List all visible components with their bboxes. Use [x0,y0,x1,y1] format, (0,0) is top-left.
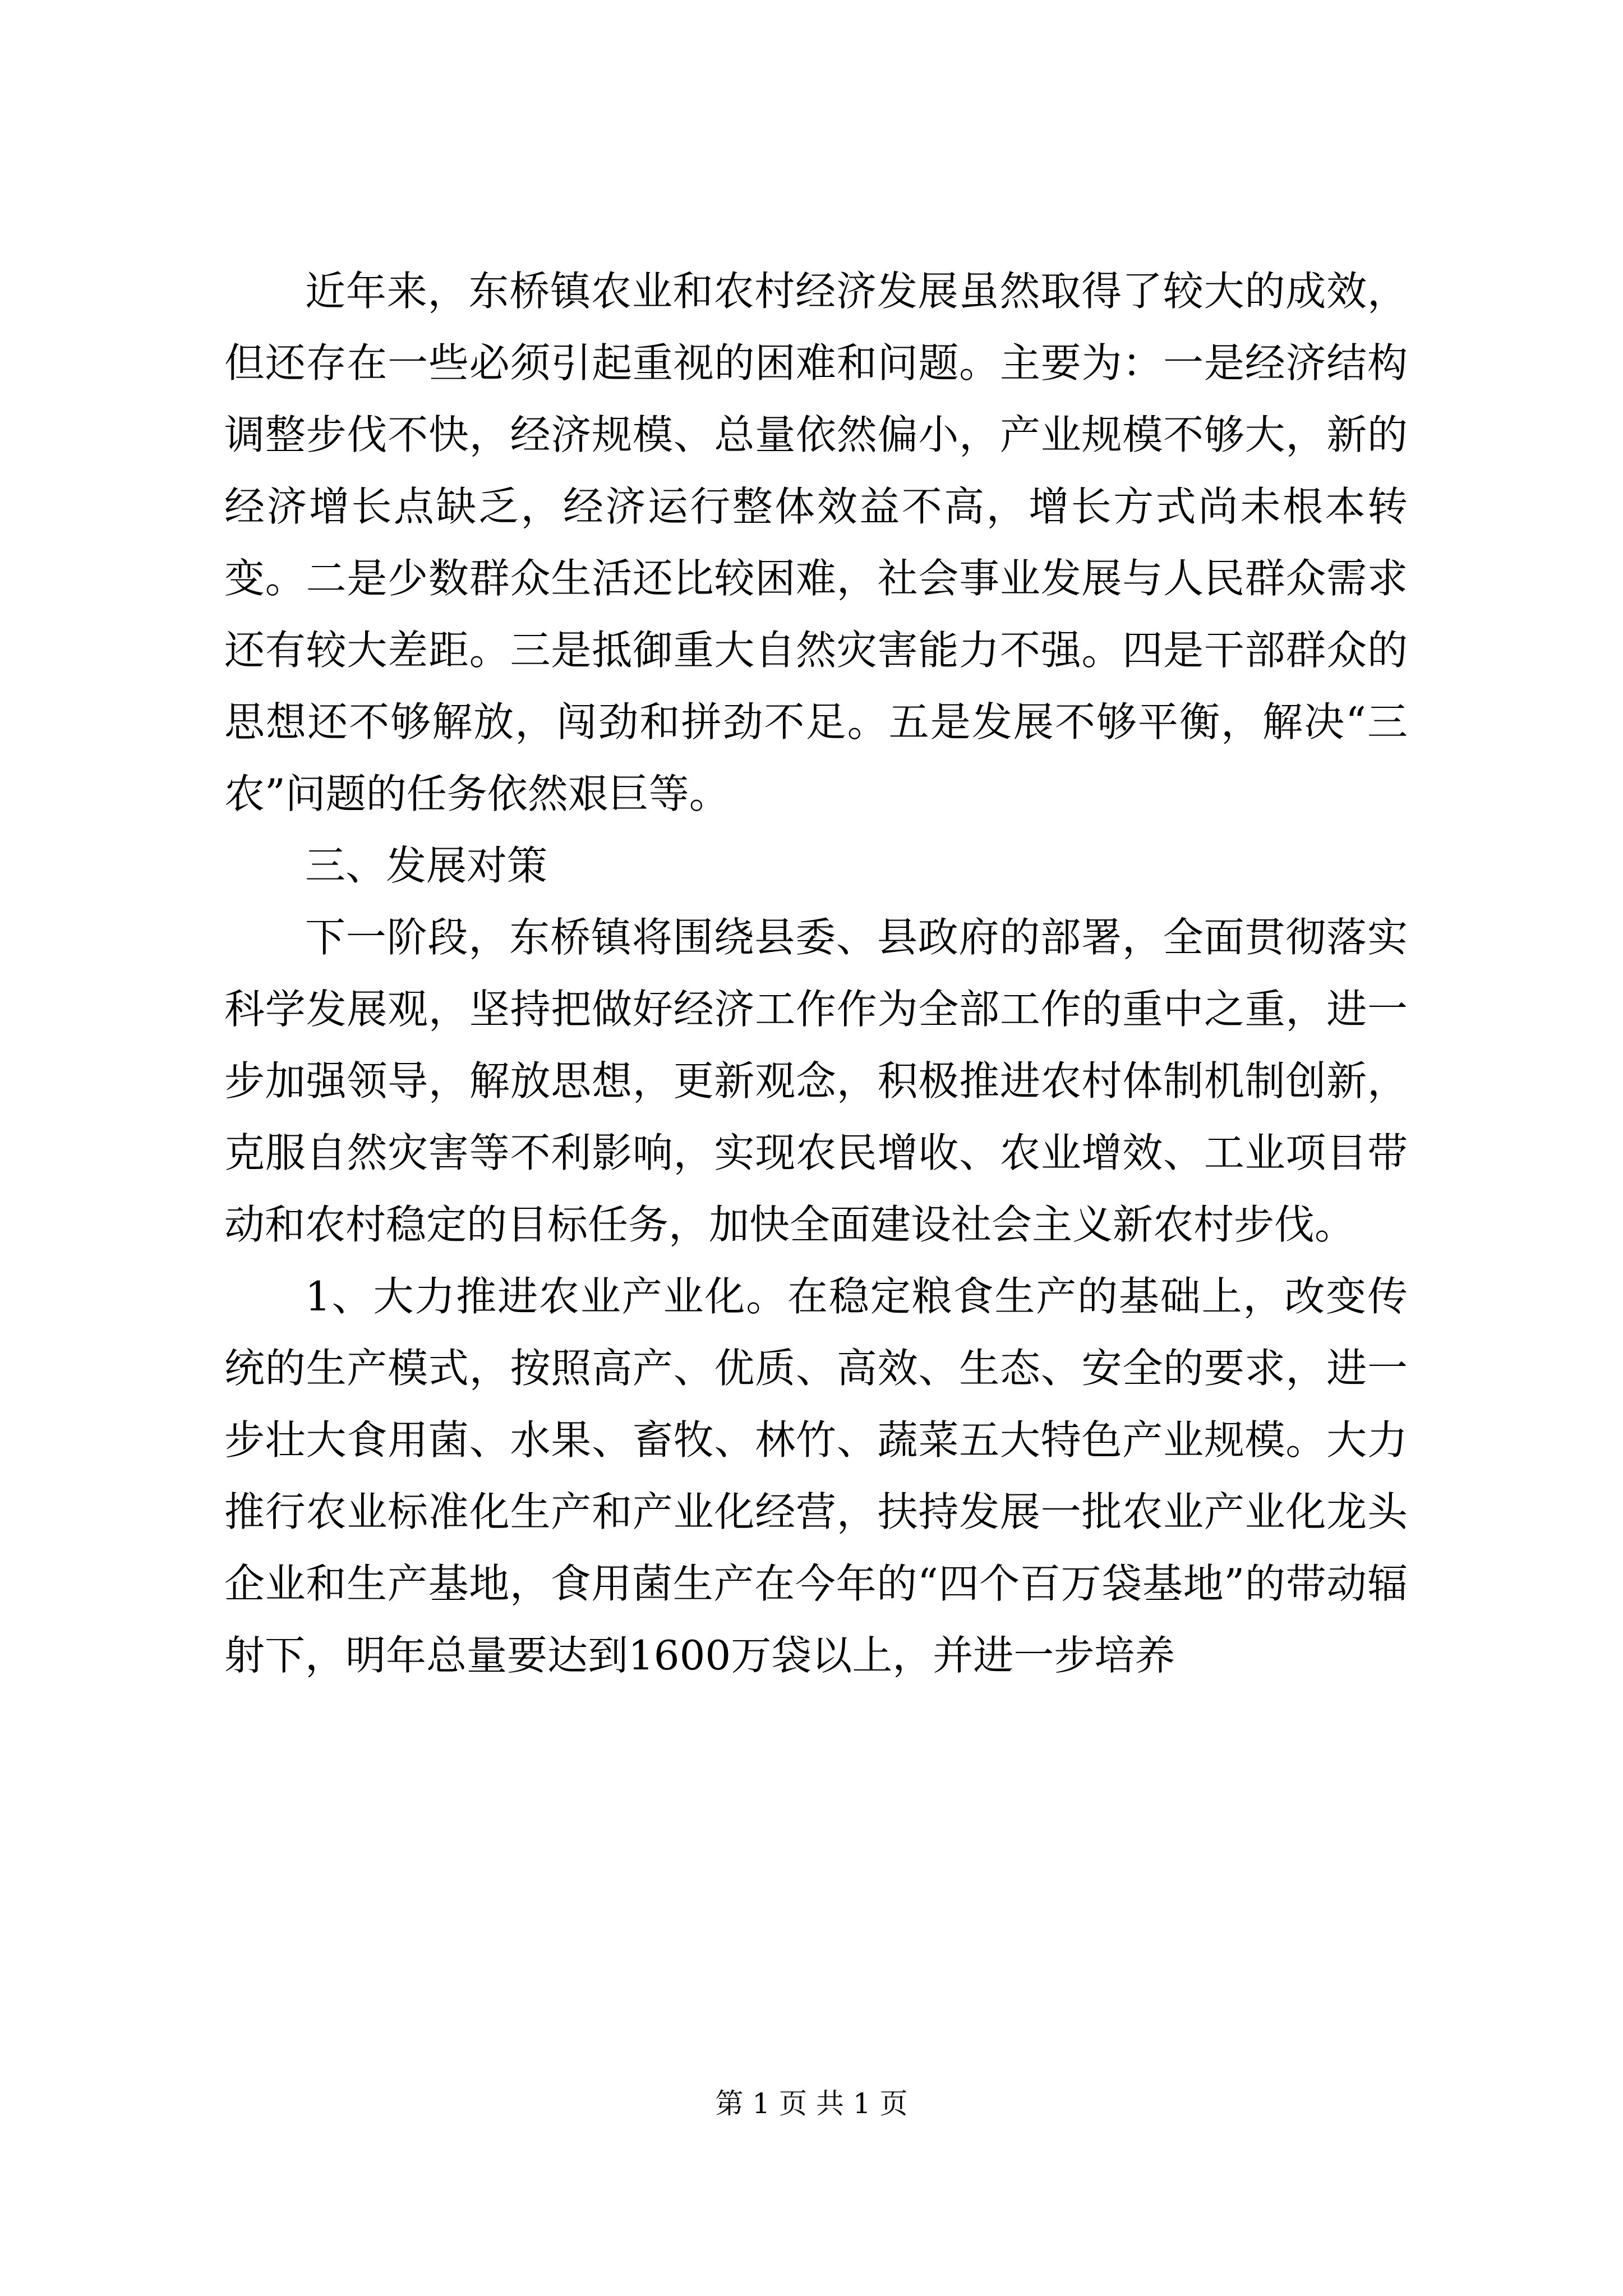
paragraph-problems: 近年来，东桥镇农业和农村经济发展虽然取得了较大的成效，但还存在一些必须引起重视的困难和问题。主要为：一是经济结构调整步伐不快，经济规模、总量依然偏小，产业规模不够大，新的经济增长点缺乏，经济运行整体效益不高，增长方式尚未根本转变。二是少数群众生活还比较困难，社会事业发展与人民群众需求还有较大差距。三是抵御重大自然灾害能力不强。四是干部群众的思想还不够解放，闯劲和拼劲不足。五是发展不够平衡，解决“三农”问题的任务依然艰巨等。 [224,268,1408,817]
section-heading-development-strategy: 三、发展对策 [305,842,548,889]
document-body [224,255,1408,1691]
paragraph-next-stage: 下一阶段，东桥镇将围绕县委、县政府的部署，全面贯彻落实科学发展观，坚持把做好经济工作作为全部工作的重中之重，进一步加强领导，解放思想，更新观念，积极推进农村体制机制创新，克服自然灾害等不利影响，实现农民增收、农业增效、工业项目带动和农村稳定的目标任务，加快全面建设社会主义新农村步伐。 [224,914,1408,1248]
page-footer: 第 1 页 共 1 页 [715,2087,908,2120]
paragraph-agri-industrialization: 1、大力推进农业产业化。在稳定粮食生产的基础上，改变传统的生产模式，按照高产、优质、高效、生态、安全的要求，进一步壮大食用菌、水果、畜牧、林竹、蔬菜五大特色产业规模。大力推行农业标准化生产和产业化经营，扶持发展一批农业产业化龙头企业和生产基地，食用菌生产在今年的“四个百万袋基地”的带动辐射下，明年总量要达到1600万袋以上，并进一步培养 [224,1273,1408,1679]
